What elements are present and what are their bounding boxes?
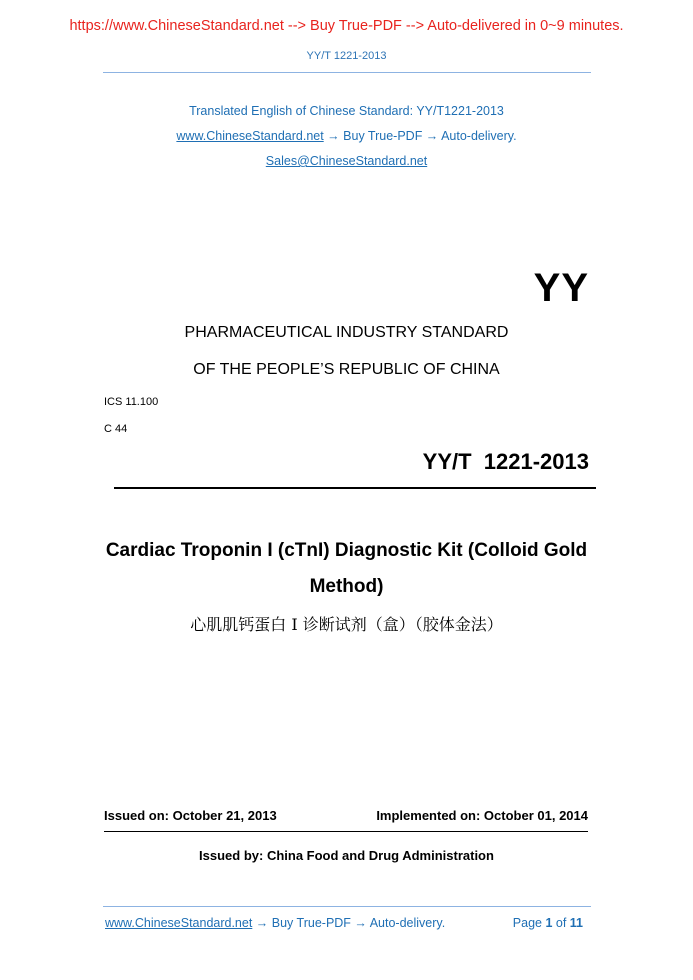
page-current: 1 <box>545 916 553 930</box>
footer-buy-line <box>105 916 445 930</box>
page-of: of <box>552 916 570 930</box>
footer-divider <box>103 906 591 907</box>
footer-buy-text: → Buy True-PDF → Auto-delivery. <box>252 916 446 930</box>
standard-type-line2: OF THE PEOPLE’S REPUBLIC OF CHINA <box>193 361 500 378</box>
buy-text: → Buy True-PDF → Auto-delivery. <box>323 129 517 143</box>
header-standard-code: YY/T 1221-2013 <box>306 50 387 62</box>
ics-code: ICS 11.100 <box>104 396 159 408</box>
standard-type-line1: PHARMACEUTICAL INDUSTRY STANDARD <box>184 324 509 341</box>
issuing-authority: Issued by: China Food and Drug Administration <box>199 848 494 863</box>
ccs-code: C 44 <box>104 423 128 435</box>
footer-site-link[interactable]: www.ChineseStandard.net <box>105 916 253 930</box>
issue-divider <box>104 831 588 832</box>
sales-line <box>0 154 693 168</box>
page-total: 11 <box>569 916 583 930</box>
issued-date: Issued on: October 21, 2013 <box>104 808 277 823</box>
standard-number: YY/T 1221-2013 <box>422 449 589 474</box>
yy-logo: YY <box>533 266 589 310</box>
implemented-date: Implemented on: October 01, 2014 <box>376 808 588 823</box>
header-divider <box>103 72 591 73</box>
buy-line <box>0 129 693 143</box>
title-divider <box>114 487 596 489</box>
translated-note: Translated English of Chinese Standard: YY/T1221-2013 <box>189 104 504 118</box>
top-banner[interactable]: https://www.ChineseStandard.net --> Buy True-PDF --> Auto-delivered in 0~9 minutes. <box>69 18 624 34</box>
page-label: Page <box>512 916 546 930</box>
site-link[interactable]: www.ChineseStandard.net <box>176 129 324 143</box>
english-title-line1: Cardiac Troponin I (cTnI) Diagnostic Kit (Colloid Gold <box>105 540 588 561</box>
english-title-line2: Method) <box>309 576 384 597</box>
chinese-title: 心肌肌钙蛋白 I 诊断试剂（盒）（胶体金法） <box>190 615 503 634</box>
page-indicator <box>513 916 583 930</box>
sales-email-link[interactable]: Sales@ChineseStandard.net <box>265 154 428 168</box>
